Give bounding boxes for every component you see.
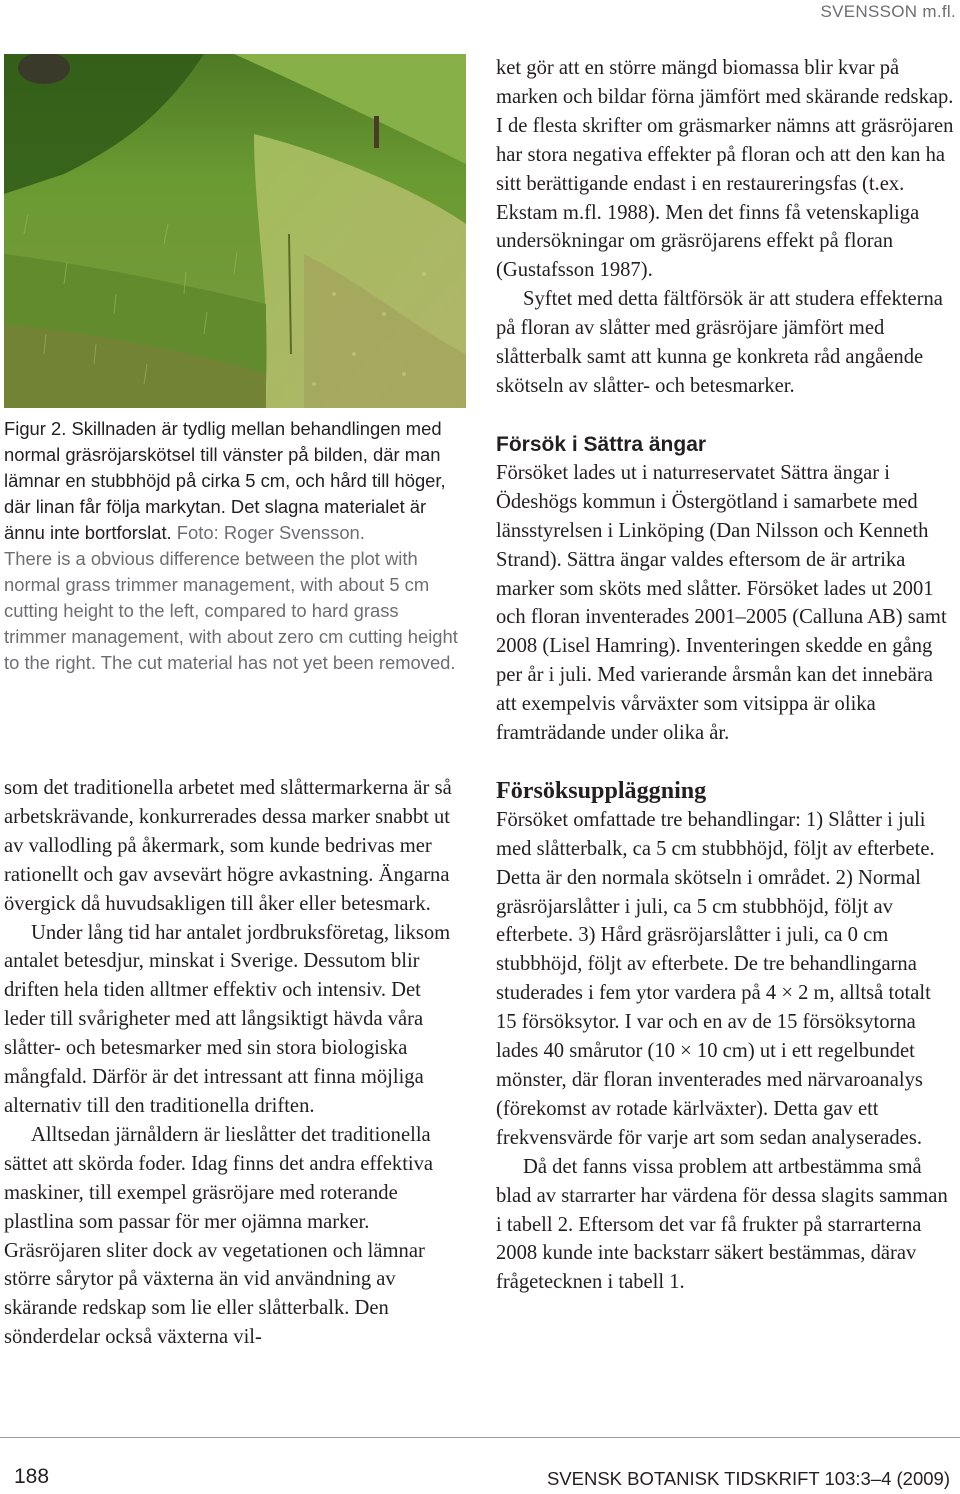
section-heading: Försök i Sättra ängar bbox=[496, 432, 707, 456]
figure-caption bbox=[4, 416, 466, 676]
right-paragraph-4: Försöket omfattade tre behandlingar: 1) Slåtter i juli med slåtterbalk, ca 5 cm stubbhöjd, följt av efterbete. Detta är den normala skötseln i området. 2) Normal gräsröjarslåtter i juli, ca 5 cm stubbhöjd, följt av efterbete. 3) Hård gräsröjarslåtter i juli, ca 0 cm stubbhöjd, följt av efterbete. De tre behandlingarna studerades i fem ytor vardera på 4 × 2 m, alltså totalt 15 försöksytor. I var och en av de 15 försöksytorna lades 40 smårutor (10 × 10 cm) ut i ett regelbundet mönster, där floran inventerades med närvaroanalys (förekomst av rotade kärlväxter). Detta gav ett frekvensvärde för varje art som sedan analyserades. bbox=[496, 808, 935, 1149]
left-paragraph-3: Alltsedan järnåldern är lieslåtter det traditionella sättet att skörda foder. Idag finns det andra effektiva maskiner, till exempel gräsröjare med roterande plastlina som passar för mer ojämna marker. Gräsröjaren sliter dock av vegetationen och lämnar större sårytor på växterna än vid användning av skärande redskap som lie eller slåtterbalk. Den sönderdelar också växterna vil- bbox=[4, 1123, 434, 1349]
right-paragraph-2: Syftet med detta fältförsök är att studera effekterna på floran av slåtter med gräsröjare jämfört med slåtterbalk samt att kunna ge konkreta råd angående skötseln av slåtter- och betesmarker. bbox=[496, 288, 943, 397]
caption-photo-credit: Foto: Roger Svensson. bbox=[176, 522, 365, 543]
right-text-column bbox=[496, 54, 956, 1297]
figure-photo-grass-plots bbox=[4, 54, 466, 408]
subsection-heading: Försöksuppläggning bbox=[496, 777, 707, 804]
caption-english: There is a obvious difference between the plot with normal grass trimmer management, with about 5 cm cutting height to the left, compared to hard grass trimmer management, with about zero cm cutting height to the right. The cut material has not yet been removed. bbox=[4, 548, 458, 673]
right-paragraph-3: Försöket lades ut i naturreservatet Sättra ängar i Ödeshögs kommun i Östergötland i samarbete med länsstyrelsen i Linköping (Dan Nilsson och Kenneth Strand). Sättra ängar valdes eftersom de är artrika marker som sköts med slåtter. Försöket lades ut 2001 och floran inventerades 2001–2005 (Calluna AB) samt 2008 (Lisel Hamring). Inventeringen skedde en gång per år i juli. Med varierande årsmån kan det innebära att exempelvis vårväxter som vitsippa är olika framträdande under olika år. bbox=[496, 461, 947, 745]
caption-swedish: Figur 2. Skillnaden är tydlig mellan behandlingen med normal gräsröjarskötsel till vänster på bilden, där man lämnar en stubbhöjd på cirka 5 cm, och hård till höger, där linan får följa markytan. Det slagna materialet är ännu inte bortforslat. bbox=[4, 418, 446, 543]
right-paragraph-1: ket gör att en större mängd biomassa blir kvar på marken och bildar förna jämfört med skärande redskap. I de flesta skrifter om gräsmarker nämns att gräsröjaren har stora negativa effekter på floran och att den kan ha sitt berättigande endast i en restaureringsfas (t.ex. Ekstam m.fl. 1988). Men det finns få vetenskapliga undersökningar om gräsröjarens effekt på floran (Gustafsson 1987). bbox=[496, 57, 954, 282]
left-text-column bbox=[4, 774, 466, 1352]
left-paragraph-2: Under lång tid har antalet jordbruksföretag, liksom antalet betesdjur, minskat i Sverige. Dessutom blir driften hela tiden alltmer effektiv och intensiv. Det leder till svårigheter med att långsiktigt hävda våra slåtter- och betesmarker med sin stora biologiska mångfald. Därför är det intressant att finna möjliga alternativ till den traditionella driften. bbox=[4, 921, 451, 1117]
right-paragraph-5: Då det fanns vissa problem att artbestämma små blad av starrarter har värdena för dessa slagits samman i tabell 2. Eftersom det var få frukter på starrarterna 2008 kunde inte backstarr säkert bestämmas, därav frågetecknen i tabell 1. bbox=[496, 1155, 948, 1294]
footer-divider bbox=[0, 1437, 960, 1438]
journal-citation: SVENSK BOTANISK TIDSKRIFT 103:3–4 (2009) bbox=[546, 1468, 950, 1489]
page-number: 188 bbox=[14, 1465, 50, 1488]
left-paragraph-1: som det traditionella arbetet med slåttermarkerna är så arbetskrävande, konkurrerades dessa marker snabbt ut av vallodling på åkermark, som kunde bedrivas mer rationellt och gav avsevärt högre avkastning. Ängarna övergick då huvudsakligen till åker eller betesmark. bbox=[4, 777, 452, 915]
running-head: SVENSSON m.fl. bbox=[820, 2, 956, 21]
